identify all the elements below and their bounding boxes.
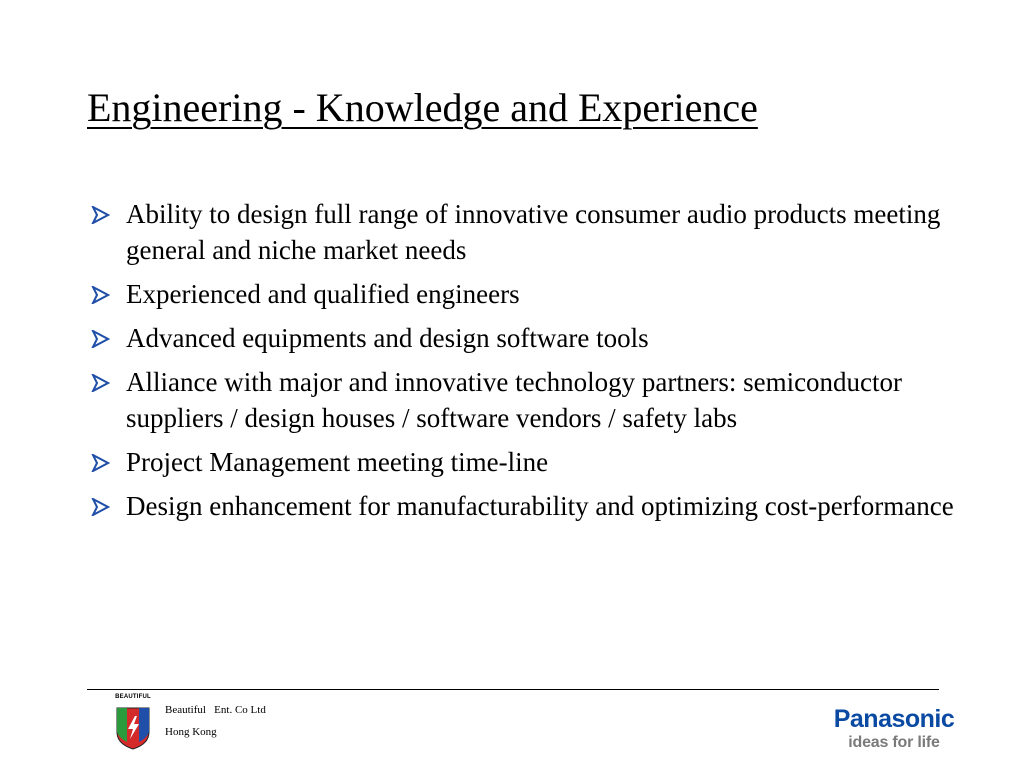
brand-name: Panasonic	[833, 705, 955, 733]
company-name: Beautiful Ent. Co Ltd	[165, 704, 266, 716]
bullet-text: Design enhancement for manufacturability and optimizing cost-performance	[126, 491, 954, 521]
arrow-bullet-icon	[90, 454, 110, 472]
panasonic-logo	[818, 705, 970, 753]
arrow-bullet-icon	[90, 330, 110, 348]
bullet-list	[88, 196, 968, 532]
beautiful-logo	[111, 694, 155, 750]
bullet-text: Alliance with major and innovative technology partners: semiconductor suppliers / design houses / software vendors / safety labs	[126, 367, 903, 433]
arrow-bullet-icon	[90, 498, 110, 516]
bullet-item	[88, 320, 968, 356]
brand-tagline: ideas for life	[848, 734, 940, 751]
bullet-item	[88, 444, 968, 480]
company-location: Hong Kong	[165, 726, 217, 738]
arrow-bullet-icon	[90, 374, 110, 392]
footer-divider	[87, 689, 939, 690]
bullet-text: Experienced and qualified engineers	[126, 279, 520, 309]
bullet-text: Project Management meeting time-line	[126, 447, 549, 477]
bullet-item	[88, 488, 968, 524]
shield-icon	[111, 702, 155, 750]
slide-title: Engineering - Knowledge and Experience	[87, 85, 758, 130]
arrow-bullet-icon	[90, 286, 110, 304]
logo-wordmark: BEAUTIFUL	[115, 694, 151, 700]
company-info	[165, 699, 266, 743]
bullet-text: Ability to design full range of innovative consumer audio products meeting general and niche market needs	[126, 199, 941, 265]
bullet-item	[88, 276, 968, 312]
arrow-bullet-icon	[90, 206, 110, 224]
bullet-item	[88, 364, 968, 436]
bullet-text: Advanced equipments and design software tools	[126, 323, 649, 353]
bullet-item	[88, 196, 968, 268]
